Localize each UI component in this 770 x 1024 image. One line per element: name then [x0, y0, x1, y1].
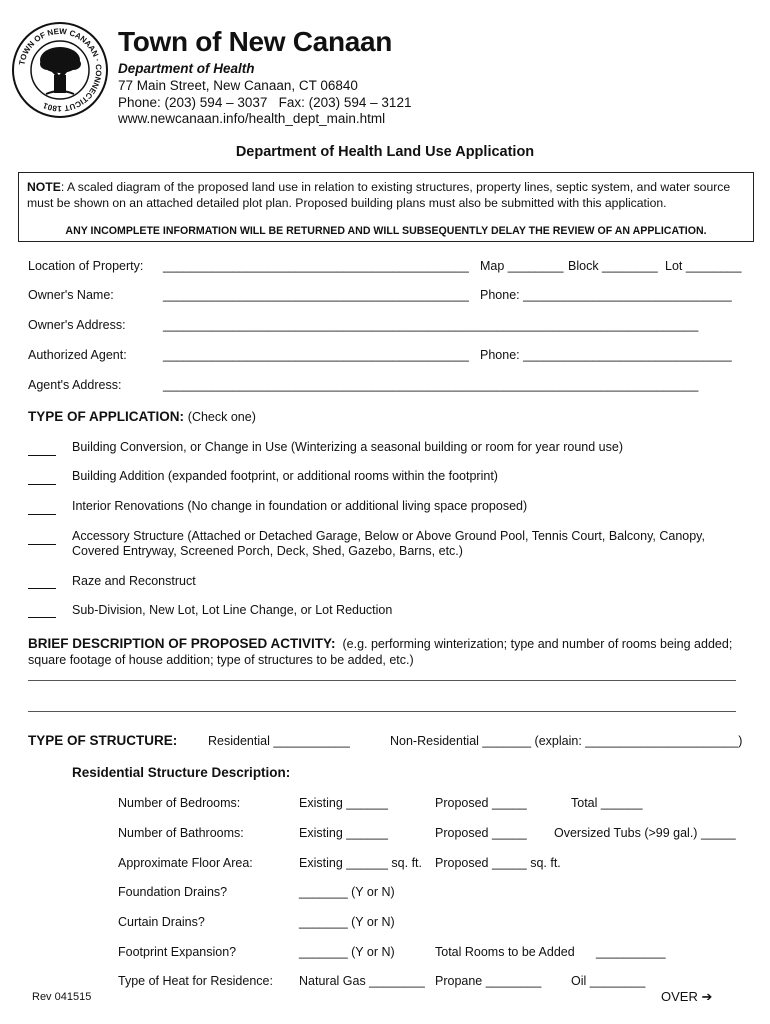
- residential-field[interactable]: Residential ___________: [208, 734, 350, 748]
- non-residential-field[interactable]: Non-Residential _______ (explain: ______________________): [390, 734, 743, 748]
- option-subdivision: Sub-Division, New Lot, Lot Line Change, or Lot Reduction: [72, 603, 393, 617]
- heat-type-label: Type of Heat for Residence:: [118, 974, 273, 988]
- option-building-addition: Building Addition (expanded footprint, or additional rooms within the footprint): [72, 469, 498, 483]
- revision-number: Rev 041515: [32, 991, 92, 1003]
- checkbox-building-conversion[interactable]: [28, 455, 56, 456]
- svg-text:TOWN OF NEW CANAAN · CONNECTIC: TOWN OF NEW CANAAN · CONNECTICUT 1801: [17, 26, 104, 114]
- agent-label: Authorized Agent:: [28, 348, 127, 362]
- town-name: Town of New Canaan: [118, 26, 393, 57]
- brief-description-heading: BRIEF DESCRIPTION OF PROPOSED ACTIVITY:: [28, 636, 336, 651]
- bathrooms-proposed-field[interactable]: Proposed _____: [435, 826, 527, 840]
- bedrooms-total-field[interactable]: Total ______: [571, 796, 643, 810]
- owner-name-field[interactable]: ____________________________________________: [163, 288, 469, 302]
- floor-existing-field[interactable]: Existing ______ sq. ft.: [299, 856, 422, 870]
- bedrooms-label: Number of Bedrooms:: [118, 796, 241, 810]
- rooms-added-label: Total Rooms to be Added: [435, 945, 575, 959]
- bathrooms-existing-field[interactable]: Existing ______: [299, 826, 388, 840]
- curtain-drains-label: Curtain Drains?: [118, 915, 205, 929]
- type-of-application-title: TYPE OF APPLICATION:: [28, 409, 185, 424]
- floor-area-label: Approximate Floor Area:: [118, 856, 253, 870]
- option-raze-reconstruct: Raze and Reconstruct: [72, 574, 196, 588]
- floor-proposed-field[interactable]: Proposed _____ sq. ft.: [435, 856, 561, 870]
- residential-description-heading: Residential Structure Description:: [72, 765, 291, 780]
- checkbox-subdivision[interactable]: [28, 617, 56, 618]
- department-name: Department of Health: [118, 61, 255, 76]
- block-field[interactable]: Block ________: [568, 259, 658, 273]
- note-box: [18, 172, 754, 242]
- town-seal-logo: [10, 20, 110, 120]
- option-interior-renovations: Interior Renovations (No change in foundation or additional living space proposed): [72, 499, 528, 513]
- foundation-drains-label: Foundation Drains?: [118, 885, 228, 899]
- note-label: NOTE: [27, 180, 61, 194]
- heat-propane-field[interactable]: Propane ________: [435, 974, 542, 988]
- website-link[interactable]: www.newcanaan.info/health_dept_main.html: [118, 111, 386, 126]
- heat-natural-gas-field[interactable]: Natural Gas ________: [299, 974, 425, 988]
- lot-field[interactable]: Lot ________: [665, 259, 742, 273]
- type-of-structure-heading: TYPE OF STRUCTURE:: [28, 733, 178, 748]
- option-accessory-structure: Accessory Structure (Attached or Detached Garage, Below or Above Ground Pool, Tennis Court, Balcony, Canopy,: [72, 529, 705, 543]
- note-text: : A scaled diagram of the proposed land use in relation to existing structures, property lines, septic system, and water source must be shown on an attached detailed plot plan. Proposed building plans must also be submitted with this application.: [27, 180, 731, 210]
- description-line-1[interactable]: [28, 680, 736, 681]
- agent-address-field[interactable]: _____________________________________________________________________________: [163, 378, 699, 392]
- agent-address-label: Agent's Address:: [28, 378, 122, 392]
- address: 77 Main Street, New Canaan, CT 06840: [118, 78, 358, 93]
- owner-address-field[interactable]: _____________________________________________________________________________: [163, 318, 699, 332]
- oversized-tubs-field[interactable]: Oversized Tubs (>99 gal.) _____: [554, 826, 736, 840]
- owner-phone-field[interactable]: Phone: ______________________________: [480, 288, 732, 302]
- incomplete-warning: ANY INCOMPLETE INFORMATION WILL BE RETURNED AND WILL SUBSEQUENTLY DELAY THE REVIEW OF AN APPLICATION.: [65, 225, 707, 237]
- description-line-2[interactable]: [28, 711, 736, 712]
- checkbox-raze-reconstruct[interactable]: [28, 588, 56, 589]
- agent-phone-field[interactable]: Phone: ______________________________: [480, 348, 732, 362]
- location-label: Location of Property:: [28, 259, 144, 273]
- option-accessory-structure-cont: Covered Entryway, Screened Porch, Deck, Shed, Gazebo, Barns, etc.): [72, 544, 463, 558]
- map-field[interactable]: Map ________: [480, 259, 564, 273]
- footprint-expansion-label: Footprint Expansion?: [118, 945, 237, 959]
- checkbox-building-addition[interactable]: [28, 484, 56, 485]
- option-building-conversion: Building Conversion, or Change in Use (Winterizing a seasonal building or room for year round use): [72, 440, 623, 454]
- checkbox-accessory-structure[interactable]: [28, 544, 56, 545]
- over-indicator: OVER ➔: [661, 989, 713, 1004]
- bathrooms-label: Number of Bathrooms:: [118, 826, 244, 840]
- heat-oil-field[interactable]: Oil ________: [571, 974, 646, 988]
- brief-description-hint: (e.g. performing winterization; type and number of rooms being added; square footage of house addition; type of structures to be added, etc.): [28, 637, 733, 667]
- brief-description: [28, 636, 738, 668]
- footprint-expansion-field[interactable]: _______ (Y or N): [299, 945, 395, 959]
- bedrooms-existing-field[interactable]: Existing ______: [299, 796, 388, 810]
- type-of-application-heading: [28, 409, 256, 424]
- location-field[interactable]: ____________________________________________: [163, 259, 469, 273]
- owner-address-label: Owner's Address:: [28, 318, 126, 332]
- checkbox-interior-renovations[interactable]: [28, 514, 56, 515]
- phone-fax: Phone: (203) 594 – 3037 Fax: (203) 594 – 3121: [118, 95, 412, 110]
- agent-field[interactable]: ____________________________________________: [163, 348, 469, 362]
- check-one-hint: (Check one): [187, 410, 256, 424]
- owner-name-label: Owner's Name:: [28, 288, 114, 302]
- bedrooms-proposed-field[interactable]: Proposed _____: [435, 796, 527, 810]
- note-paragraph: [27, 179, 747, 211]
- foundation-drains-field[interactable]: _______ (Y or N): [299, 885, 395, 899]
- rooms-added-field[interactable]: __________: [596, 945, 666, 959]
- curtain-drains-field[interactable]: _______ (Y or N): [299, 915, 395, 929]
- document-title: Department of Health Land Use Application: [235, 144, 535, 160]
